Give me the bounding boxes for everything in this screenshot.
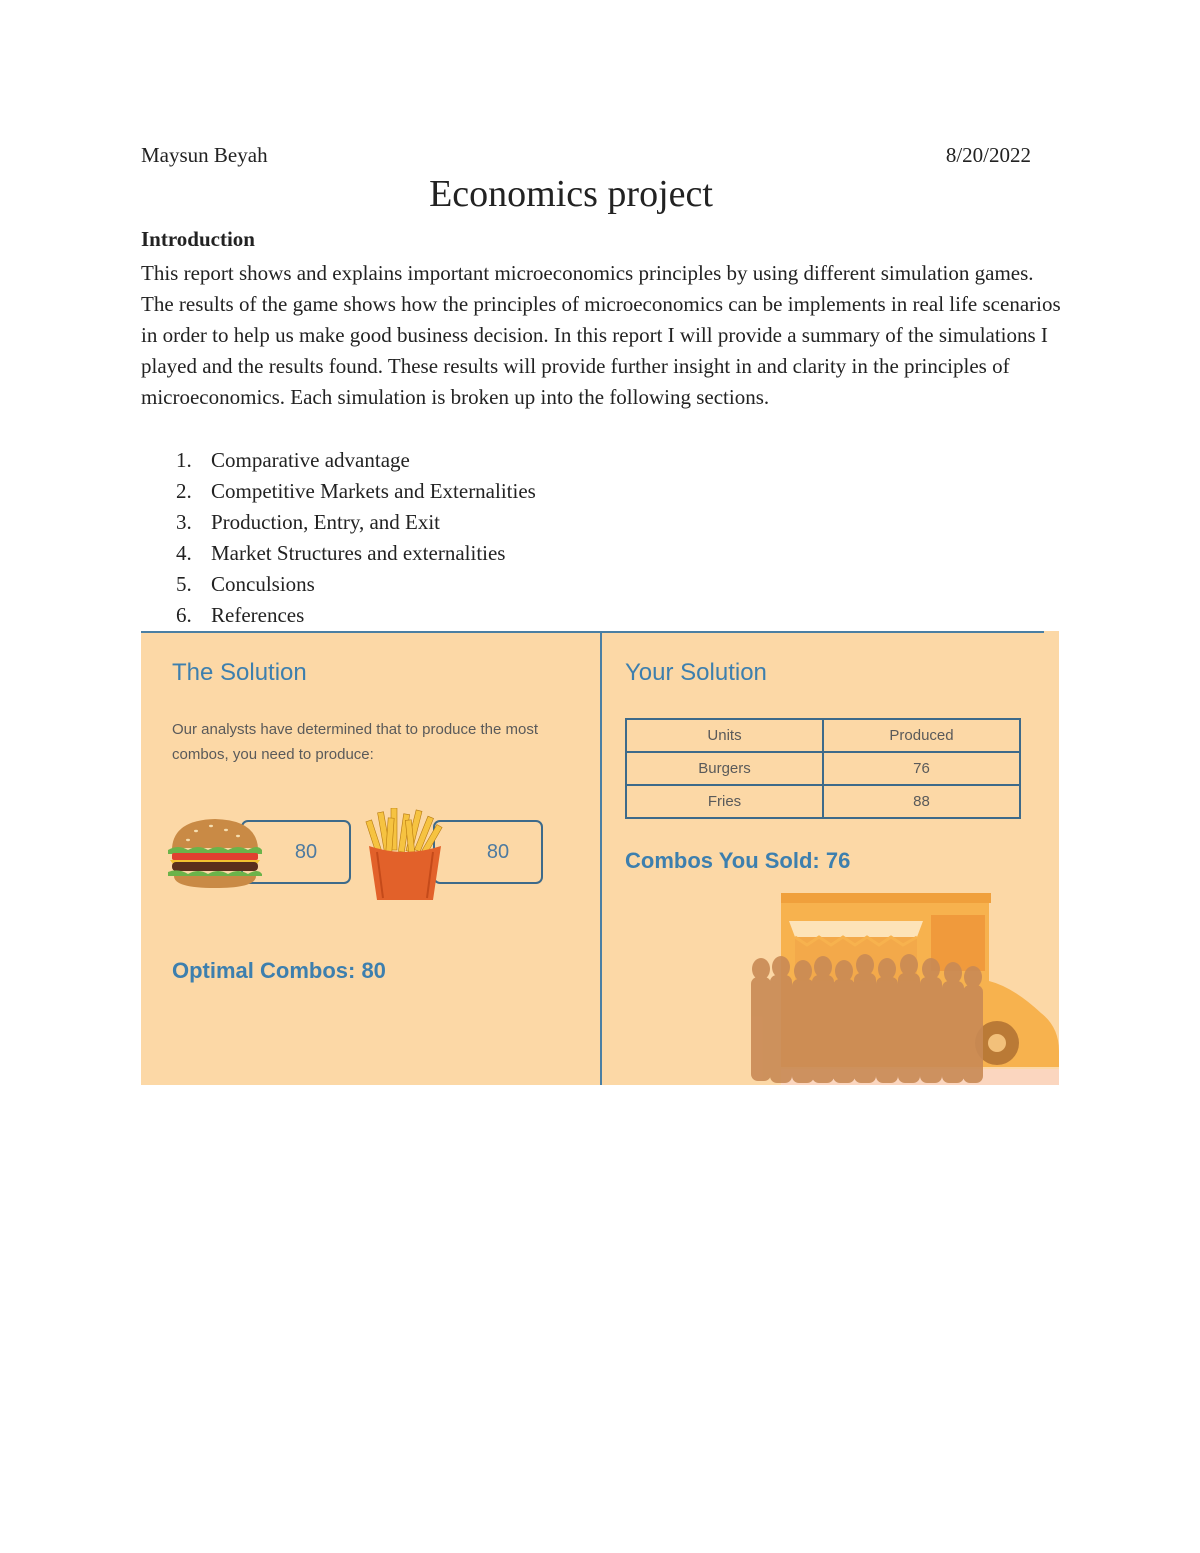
document-title: Economics project (429, 173, 713, 215)
table-cell: 76 (823, 752, 1020, 785)
table-header-row (626, 719, 1020, 752)
fries-quantity: 80 (486, 840, 510, 863)
document-date: 8/20/2022 (945, 143, 1031, 167)
food-truck-scene (751, 891, 1059, 1085)
table-header-cell: Units (626, 719, 823, 752)
table-header-cell: Produced (823, 719, 1020, 752)
section-list-item (141, 476, 536, 507)
table-cell: 88 (823, 785, 1020, 818)
introduction-heading: Introduction (141, 227, 255, 251)
image-column-divider (600, 633, 602, 1085)
burger-icon (166, 816, 264, 890)
table-row (626, 752, 1020, 785)
list-label: Comparative advantage (211, 448, 410, 472)
section-list-item (141, 507, 536, 538)
fries-icon (363, 808, 447, 901)
list-number: 3. (176, 510, 192, 534)
list-number: 4. (176, 541, 192, 565)
fries-quantity-box (433, 820, 543, 884)
table-cell: Burgers (626, 752, 823, 785)
simulation-results-image (141, 631, 1059, 1085)
list-label: References (211, 603, 305, 627)
optimal-combos: Optimal Combos: 80 (172, 958, 386, 983)
list-number: 2. (176, 479, 192, 503)
section-list-item (141, 600, 536, 631)
list-number: 5. (176, 572, 192, 596)
section-list (141, 445, 536, 631)
your-solution-title: Your Solution (625, 659, 767, 686)
crowd-silhouette-icon (751, 954, 983, 1083)
list-label: Production, Entry, and Exit (211, 510, 441, 534)
list-number: 1. (176, 448, 192, 472)
table-row (626, 785, 1020, 818)
author-name: Maysun Beyah (141, 143, 268, 167)
solution-title: The Solution (172, 659, 307, 686)
introduction-paragraph: This report shows and explains important microeconomics principles by using different simulation games. The results of the game shows how the principles of microeconomics can be implements in real life scenarios in order to help us make good business decision. In this report I will provide a summary of the simulations I played and the results found. These results will provide further insight in and clarity in the principles of microeconomics. Each simulation is broken up into the following sections. (141, 261, 1061, 409)
list-label: Conculsions (211, 572, 315, 596)
list-label: Competitive Markets and Externalities (211, 479, 536, 503)
section-list-item (141, 445, 536, 476)
list-number: 6. (176, 603, 192, 627)
combos-sold: Combos You Sold: 76 (625, 848, 851, 873)
table-cell: Fries (626, 785, 823, 818)
image-top-rule (141, 631, 1044, 633)
list-label: Market Structures and externalities (211, 541, 506, 565)
section-list-item (141, 569, 536, 600)
burger-quantity: 80 (294, 840, 318, 863)
solution-description: Our analysts have determined that to produce the most combos, you need to produce: (172, 721, 539, 763)
your-solution-table (625, 718, 1021, 819)
section-list-item (141, 538, 536, 569)
